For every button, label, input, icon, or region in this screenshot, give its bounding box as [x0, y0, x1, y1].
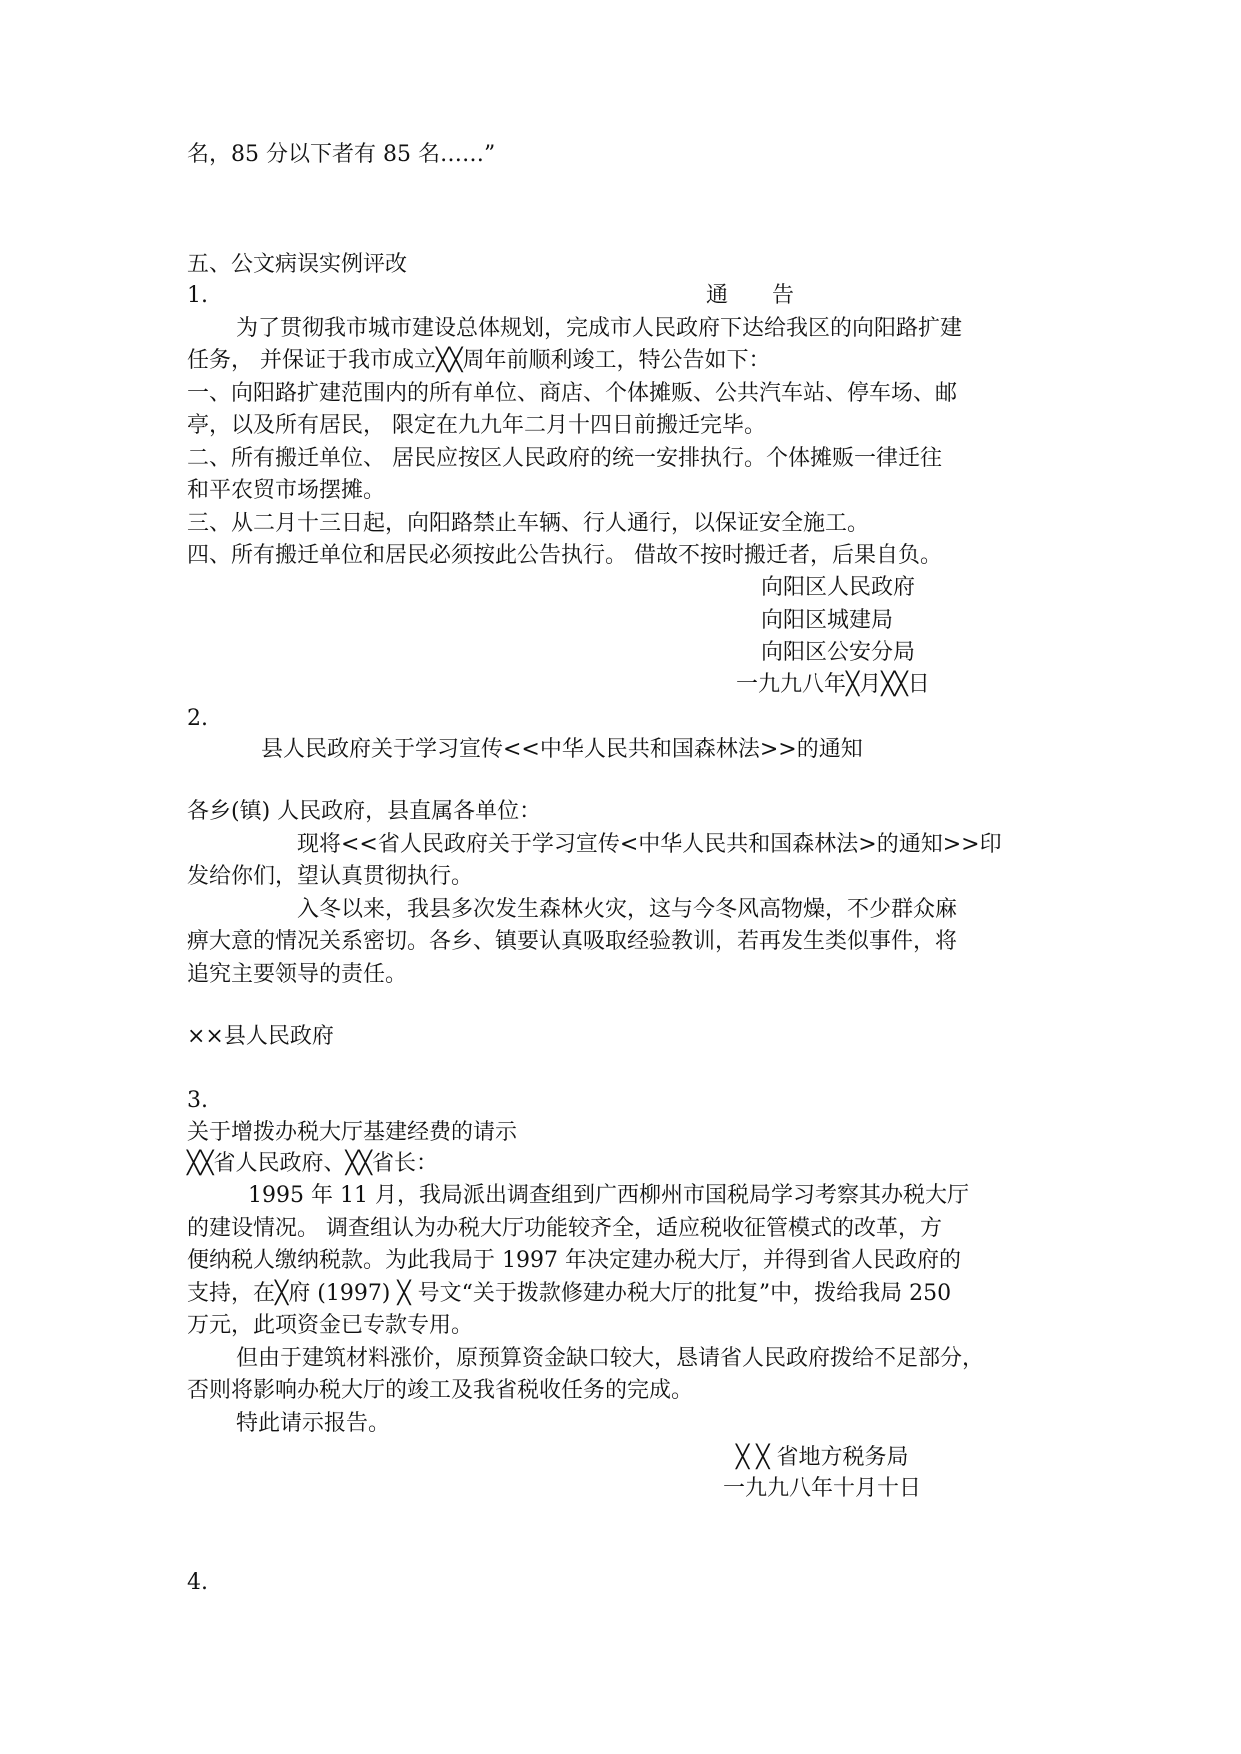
- example3-line: 特此请示报告。: [236, 1411, 391, 1436]
- example1-line: 一、向阳路扩建范围内的所有单位、商店、个体摊贩、公共汽车站、停车场、邮: [187, 381, 958, 406]
- example1-number: 1.: [187, 283, 208, 308]
- example1-title: 通 告: [706, 283, 795, 308]
- example3-line: 的建设情况。 调查组认为办税大厅功能较齐全，适应税收征管模式的改革，方: [187, 1216, 942, 1241]
- example3-line: 否则将影响办税大厅的竣工及我省税收任务的完成。: [187, 1378, 694, 1403]
- continuation-line: 名，85 分以下者有 85 名……”: [187, 142, 496, 167]
- example3-number: 3.: [187, 1088, 208, 1113]
- example2-signer: ××县人民政府: [187, 1024, 334, 1049]
- example1-signer: 向阳区城建局: [761, 608, 894, 633]
- example1-signer: 向阳区公安分局: [761, 640, 916, 665]
- example3-line: 支持，在╳府 (1997) ╳ 号文“关于拨款修建办税大厅的批复”中，拨给我局 250: [187, 1281, 952, 1306]
- example1-line: 任务， 并保证于我市成立╳╳周年前顺利竣工，特公告如下：: [187, 348, 771, 373]
- example3-line: 便纳税人缴纳税款。为此我局于 1997 年决定建办税大厅，并得到省人民政府的: [187, 1248, 961, 1273]
- example1-line: 二、所有搬迁单位、 居民应按区人民政府的统一安排执行。个体摊贩一律迁往: [187, 446, 942, 471]
- example2-addressee: 各乡(镇) 人民政府，县直属各单位：: [187, 799, 542, 824]
- example1-line: 三、从二月十三日起，向阳路禁止车辆、行人通行，以保证安全施工。: [187, 511, 870, 536]
- example1-line: 四、所有搬迁单位和居民必须按此公告执行。 借故不按时搬迁者，后果自负。: [187, 543, 942, 568]
- example2-number: 2.: [187, 706, 208, 731]
- example2-title: 县人民政府关于学习宣传<<中华人民共和国森林法>>的通知: [261, 737, 863, 762]
- example4-number: 4.: [187, 1570, 208, 1595]
- example1-signer: 向阳区人民政府: [761, 575, 916, 600]
- example3-line: 但由于建筑材料涨价，原预算资金缺口较大，恳请省人民政府拨给不足部分，: [236, 1346, 985, 1371]
- example3-signer: ╳ ╳ 省地方税务局: [736, 1445, 909, 1470]
- example2-line: 现将<<省人民政府关于学习宣传<中华人民共和国森林法>的通知>>印: [297, 832, 1002, 857]
- example3-line: 万元，此项资金已专款专用。: [187, 1313, 474, 1338]
- example2-line: 入冬以来，我县多次发生森林火灾，这与今冬风高物燥，不少群众麻: [297, 897, 958, 922]
- example1-line: 为了贯彻我市城市建设总体规划，完成市人民政府下达给我区的向阳路扩建: [236, 316, 963, 341]
- example1-date: 一九九八年╳月╳╳日: [736, 672, 930, 697]
- example2-line: 追究主要领导的责任。: [187, 962, 408, 987]
- section-title: 五、公文病误实例评改: [187, 252, 408, 277]
- example2-line: 痹大意的情况关系密切。各乡、镇要认真吸取经验教训，若再发生类似事件，将: [187, 929, 958, 954]
- example1-line: 和平农贸市场摆摊。: [187, 478, 386, 503]
- example1-line: 亭，以及所有居民， 限定在九九年二月十四日前搬迁完毕。: [187, 413, 766, 438]
- example3-line: 1995 年 11 月，我局派出调查组到广西柳州市国税局学习考察其办税大厅: [248, 1183, 969, 1208]
- example3-title: 关于增拨办税大厅基建经费的请示: [187, 1120, 518, 1145]
- example3-date: 一九九八年十月十日: [723, 1476, 922, 1501]
- example2-line: 发给你们，望认真贯彻执行。: [187, 864, 474, 889]
- example3-addressee: ╳╳省人民政府、╳╳省长：: [187, 1151, 438, 1176]
